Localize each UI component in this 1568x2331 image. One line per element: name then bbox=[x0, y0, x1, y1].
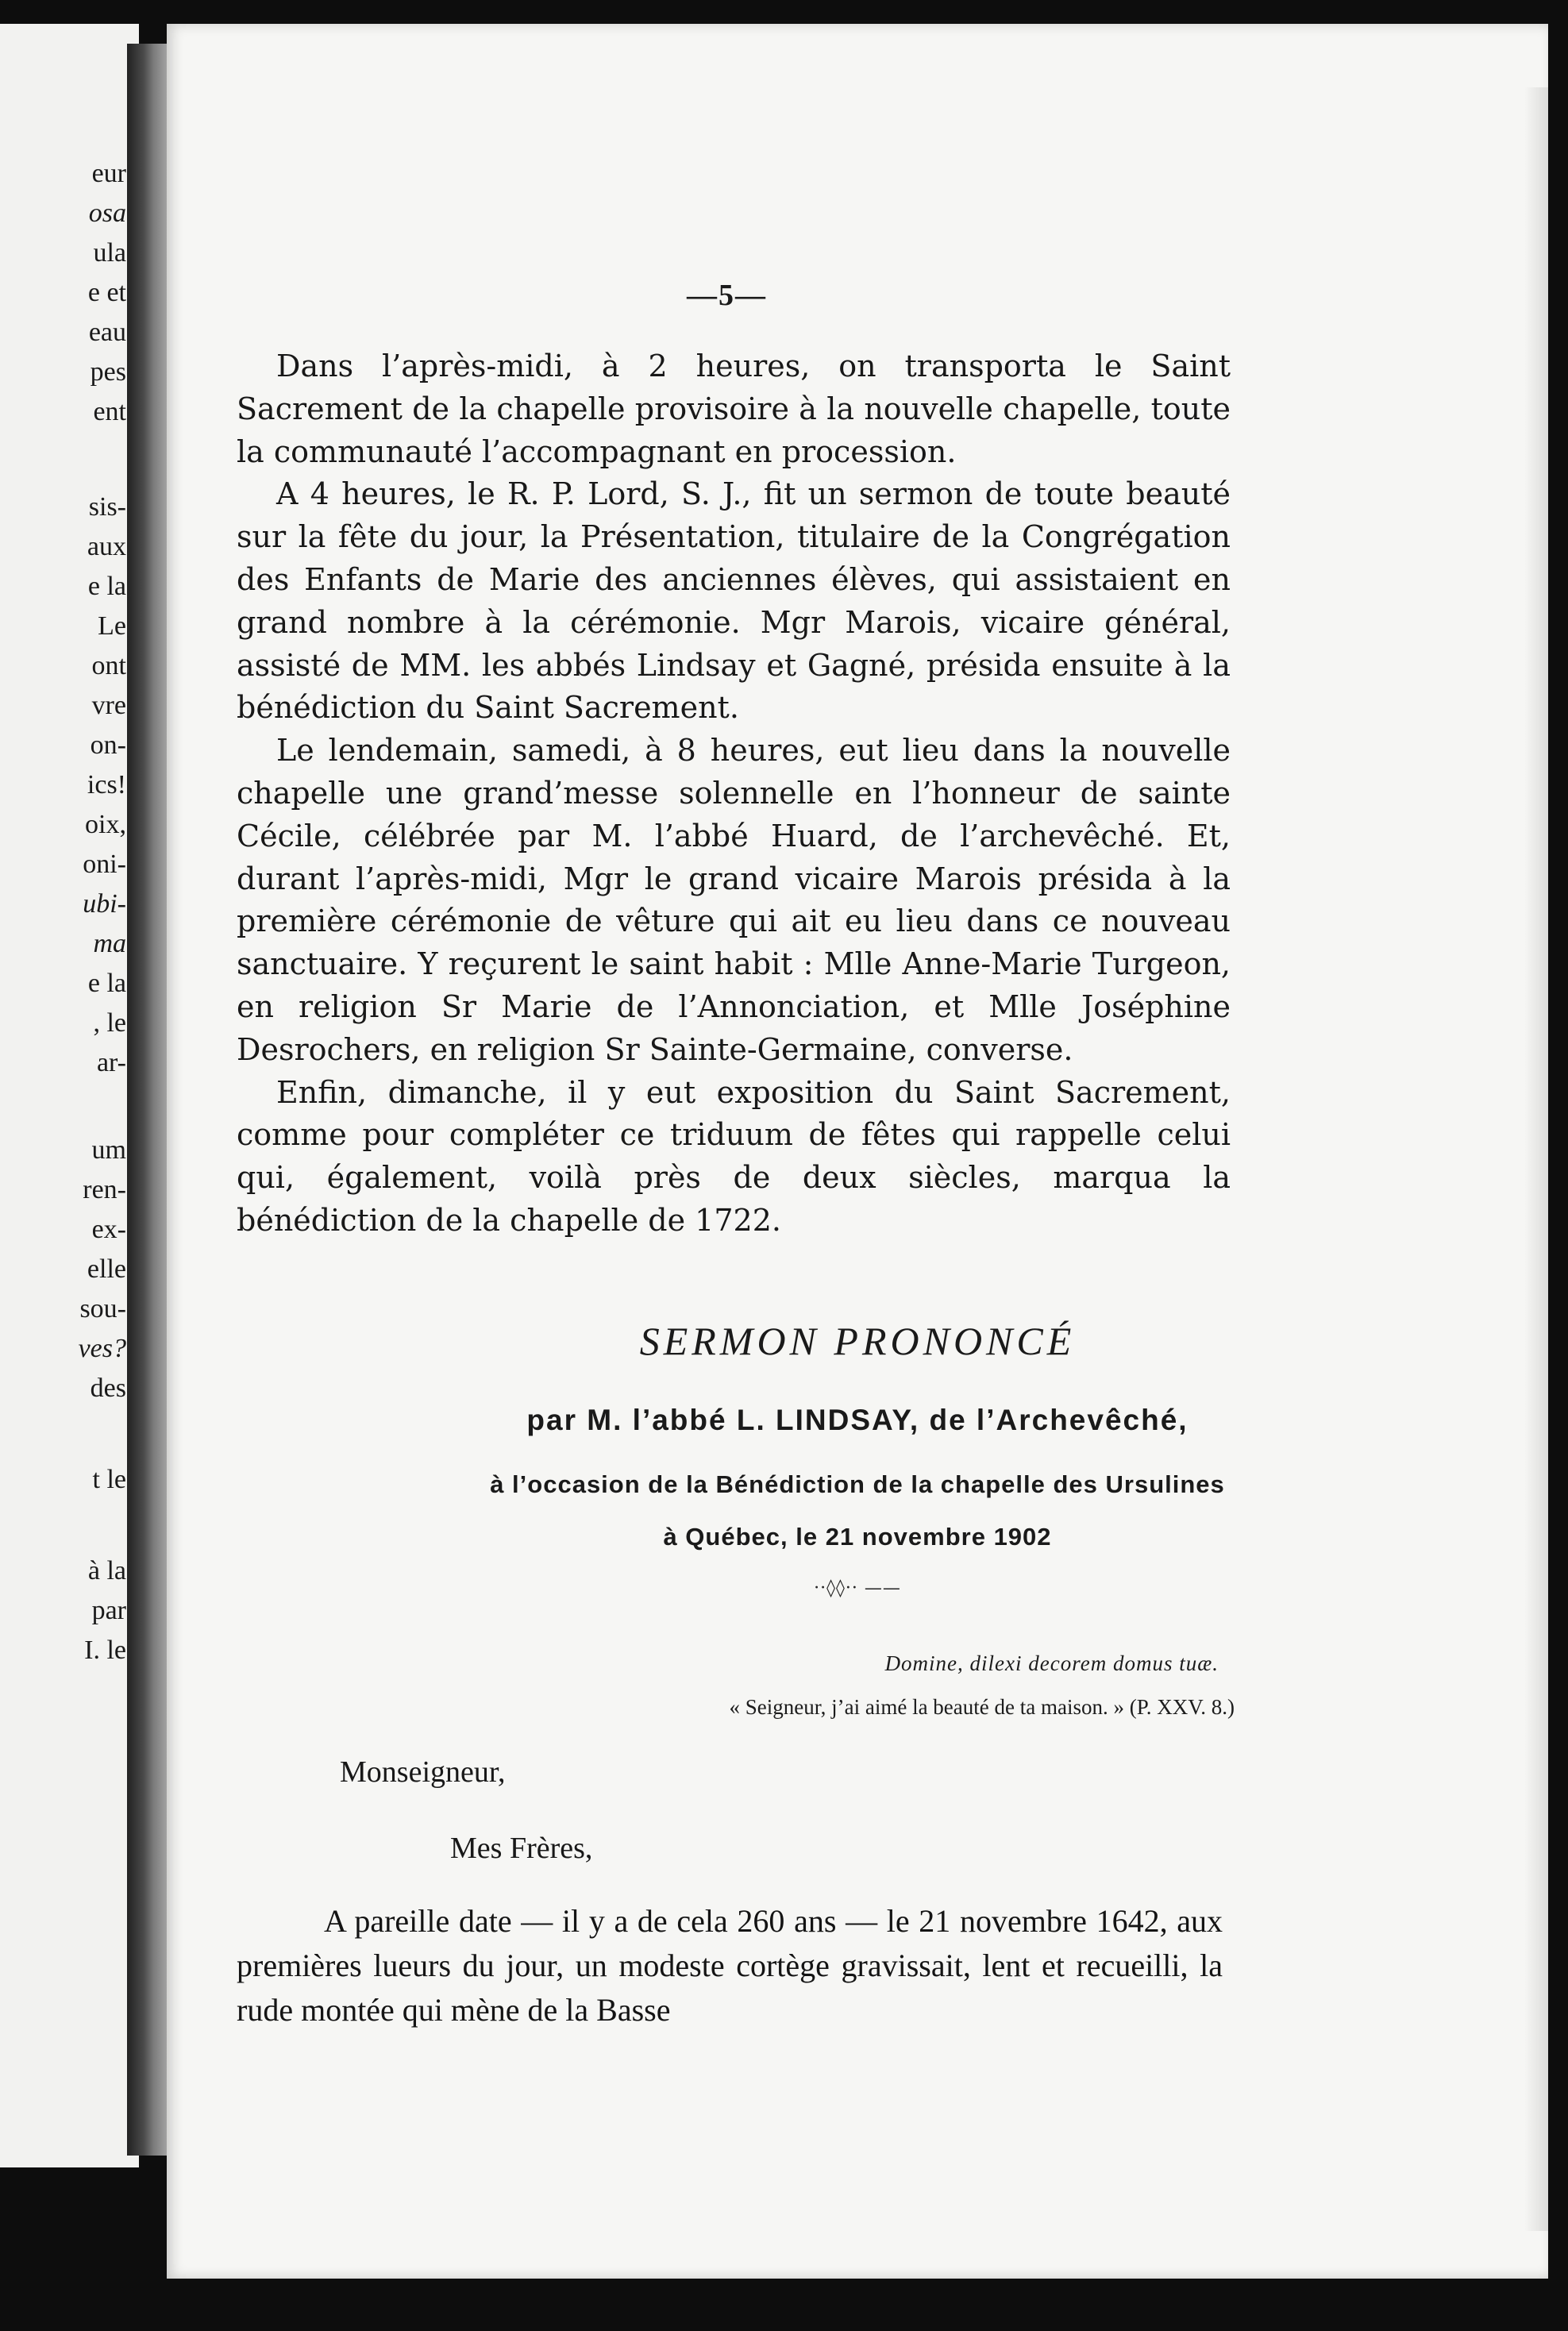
left-page-fragment: e la bbox=[87, 969, 126, 998]
sermon-place-date: à Québec, le 21 novembre 1902 bbox=[663, 1523, 1052, 1551]
sermon-occasion: à l’occasion de la Bénédiction de la chapelle des Ursulines bbox=[490, 1470, 1225, 1498]
left-page-fragment: ent bbox=[93, 397, 126, 426]
left-page-fragment: osa bbox=[88, 198, 126, 228]
left-page-fragment: vre bbox=[91, 691, 126, 720]
left-page-fragment: ma bbox=[93, 929, 126, 958]
report-text bbox=[237, 345, 1231, 1243]
sermon-opening-paragraph: A pareille date — il y a de cela 260 ans — le 21 novembre 1642, aux premières lueurs du jour, un modeste cortège gravissait, lent et recueilli, la rude montée qui mène de la Basse bbox=[237, 1903, 1223, 2028]
paragraph: Le lendemain, samedi, à 8 heures, eut lieu dans la nouvelle chapelle une grand’messe solennelle en l’honneur de sainte Cécile, célébrée par M. l’abbé Huard, de l’archevêché. Et, durant l’après-midi, Mgr le grand vicaire Marois présida à la première cérémonie de vêture qui ait eu lieu dans ce nouveau sanctuaire. Y reçurent le saint habit : Mlle Anne-Marie Turgeon, en religion Sr Marie de l’Annonciation, et Mlle Joséphine Desrochers, en religion Sr Sainte-Germaine, converse. bbox=[237, 733, 1231, 1067]
left-page-fragment: ics! bbox=[87, 770, 126, 799]
salutation-freres: Mes Frères, bbox=[450, 1832, 593, 1865]
left-page-fragment: ubi- bbox=[83, 889, 126, 919]
left-page-fragment: ula bbox=[93, 238, 126, 268]
left-page-fragment: oni- bbox=[83, 850, 126, 879]
left-page-fragment: à la bbox=[87, 1556, 126, 1585]
left-page-fragment: ex- bbox=[91, 1215, 126, 1244]
left-page-fragment: sou- bbox=[79, 1294, 126, 1323]
left-page-fragment: aux bbox=[87, 532, 126, 561]
paragraph: Dans l’après-midi, à 2 heures, on transporta le Saint Sacrement de la chapelle provisoire à la nouvelle chapelle, toute la communauté l’accompagnant en procession. bbox=[237, 349, 1231, 469]
main-page bbox=[167, 24, 1548, 2279]
paragraph: A 4 heures, le R. P. Lord, S. J., fit un sermon de toute beauté sur la fête du jour, la Présentation, titulaire de la Congrégation des Enfants de Marie des anciennes élèves, qui assistaient en grand nombre à la cérémonie. Mgr Marois, vicaire général, assisté de MM. les abbés Lindsay et Gagné, présida ensuite à la bénédiction du Saint Sacrement. bbox=[237, 476, 1231, 726]
sermon-byline: par M. l’abbé L. LINDSAY, de l’Archevêché, bbox=[526, 1404, 1189, 1436]
left-page-fragment: sis- bbox=[88, 492, 126, 522]
left-page-fragment: um bbox=[91, 1135, 126, 1165]
epigraph-french: « Seigneur, j’ai aimé la beauté de ta maison. » (P. XXV. 8.) bbox=[729, 1695, 1235, 1719]
salutation-monseigneur: Monseigneur, bbox=[340, 1755, 506, 1789]
left-page-fragment: pes bbox=[90, 357, 126, 387]
left-page-fragment: ves? bbox=[78, 1334, 126, 1363]
left-page-fragment: ren- bbox=[83, 1175, 126, 1204]
page-edge bbox=[1524, 87, 1548, 2231]
left-page-fragment: , le bbox=[93, 1008, 126, 1038]
left-page-fragment: eau bbox=[88, 318, 126, 347]
left-page-fragment: des bbox=[90, 1374, 126, 1403]
ornament-divider: ··◊◊·· —— bbox=[814, 1578, 901, 1598]
left-page-fragment: Le bbox=[98, 611, 126, 641]
left-page-fragment: ar- bbox=[96, 1048, 126, 1077]
left-page-fragment: I. le bbox=[84, 1636, 126, 1665]
left-page-fragment: t le bbox=[92, 1465, 126, 1494]
left-page-fragment: e la bbox=[87, 572, 126, 601]
left-facing-page bbox=[0, 24, 139, 2167]
sermon-title: SERMON PRONONCÉ bbox=[639, 1319, 1076, 1363]
left-page-fragment: elle bbox=[87, 1254, 126, 1284]
left-page-fragment: par bbox=[91, 1596, 126, 1625]
left-page-fragment: eur bbox=[91, 159, 126, 188]
left-page-fragment: e et bbox=[87, 278, 126, 307]
left-page-fragment: on- bbox=[90, 730, 126, 760]
page-number: —5— bbox=[687, 279, 767, 312]
left-page-fragment: oix, bbox=[85, 810, 126, 839]
epigraph-latin: Domine, dilexi decorem domus tuæ. bbox=[884, 1651, 1219, 1675]
left-page-fragment: ont bbox=[91, 651, 126, 680]
paragraph: Enfin, dimanche, il y eut exposition du Saint Sacrement, comme pour compléter ce triduum de fêtes qui rappelle celui qui, également, voilà près de deux siècles, marqua la bénédiction de la chapelle de 1722. bbox=[237, 1074, 1231, 1238]
sermon-text bbox=[237, 1899, 1223, 2032]
